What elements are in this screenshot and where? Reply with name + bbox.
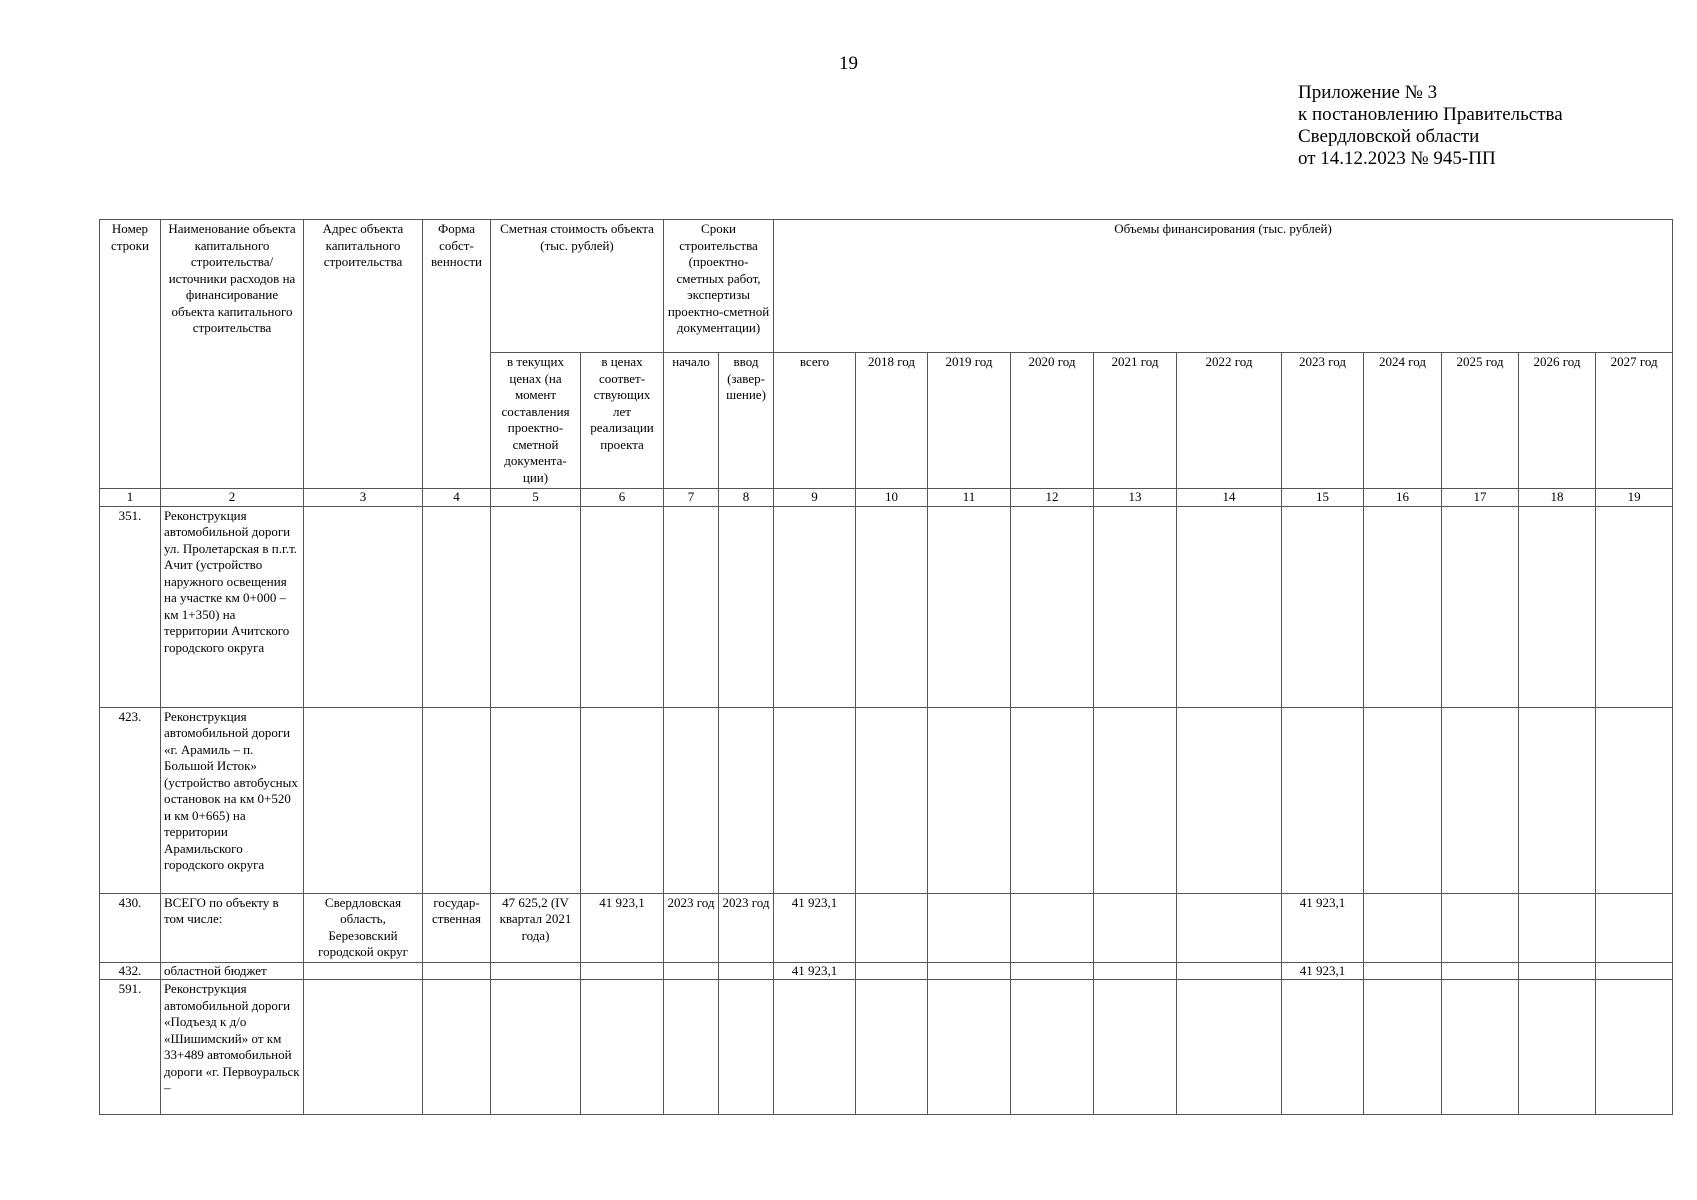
cell (1177, 506, 1282, 707)
cell (928, 893, 1011, 962)
header-financing: Объемы финансирования (тыс. рублей) (774, 220, 1673, 353)
header-address: Адрес объекта капитального строительства (304, 220, 423, 489)
cell (1177, 707, 1282, 893)
column-number: 10 (856, 489, 928, 507)
cell (491, 962, 581, 980)
cell (1177, 980, 1282, 1115)
column-number: 11 (928, 489, 1011, 507)
appendix-header (1298, 82, 1563, 170)
cell (581, 962, 664, 980)
header-current-prices: в текущих ценах (на момент составления проектно-сметной документа-ции) (491, 353, 581, 489)
cell (1282, 707, 1364, 893)
object-name: Реконструкция автомобильной дороги ул. Пролетарская в п.г.т. Ачит (устройство наружного освещения на участке км 0+000 – км 1+350) на территории Ачитского городского округа (161, 506, 304, 707)
header-2027: 2027 год (1596, 353, 1673, 489)
column-number: 9 (774, 489, 856, 507)
cell (581, 707, 664, 893)
cell (423, 707, 491, 893)
column-number: 12 (1011, 489, 1094, 507)
cell (1011, 506, 1094, 707)
cell (1364, 707, 1442, 893)
cell (664, 980, 719, 1115)
appendix-line-4: от 14.12.2023 № 945-ПП (1298, 148, 1496, 169)
column-number: 17 (1442, 489, 1519, 507)
table-row (100, 707, 1673, 893)
cell (1596, 893, 1673, 962)
column-number: 18 (1519, 489, 1596, 507)
cell (856, 506, 928, 707)
cell (581, 506, 664, 707)
cell (423, 980, 491, 1115)
cell (491, 980, 581, 1115)
cell (1094, 506, 1177, 707)
commissioning-cell: 2023 год (719, 893, 774, 962)
cell (304, 980, 423, 1115)
cell (1364, 506, 1442, 707)
cell (1282, 980, 1364, 1115)
cell (304, 506, 423, 707)
column-number: 4 (423, 489, 491, 507)
year-2023-cell: 41 923,1 (1282, 962, 1364, 980)
cell (1094, 980, 1177, 1115)
cell (1596, 980, 1673, 1115)
cell (1364, 893, 1442, 962)
header-construction-terms: Сроки строительства (проектно-сметных работ, экспертизы проектно-сметной документации) (664, 220, 774, 353)
cell (423, 962, 491, 980)
row-number: 423. (100, 707, 161, 893)
start-cell: 2023 год (664, 893, 719, 962)
cell (664, 707, 719, 893)
object-name: Реконструкция автомобильной дороги «г. Арамиль – п. Большой Исток» (устройство автобусных остановок на км 0+520 и км 0+665) на территории Арамильского городского округа (161, 707, 304, 893)
column-number: 7 (664, 489, 719, 507)
appendix-line-3: Свердловской области (1298, 126, 1480, 147)
header-ownership: Форма собст-венности (423, 220, 491, 489)
cell (1011, 893, 1094, 962)
cell (1177, 893, 1282, 962)
current-prices-cell: 47 625,2 (IV квартал 2021 года) (491, 893, 581, 962)
column-number: 2 (161, 489, 304, 507)
header-2023: 2023 год (1282, 353, 1364, 489)
header-2020: 2020 год (1011, 353, 1094, 489)
cell (423, 506, 491, 707)
cell (1442, 506, 1519, 707)
cell (856, 893, 928, 962)
column-number: 14 (1177, 489, 1282, 507)
table-row (100, 980, 1673, 1115)
table-row (100, 506, 1673, 707)
cell (1442, 962, 1519, 980)
cell (1177, 962, 1282, 980)
cell (304, 962, 423, 980)
total-cell: 41 923,1 (774, 893, 856, 962)
column-number: 8 (719, 489, 774, 507)
header-total: всего (774, 353, 856, 489)
header-2018: 2018 год (856, 353, 928, 489)
cell (719, 980, 774, 1115)
cell (856, 707, 928, 893)
cell (1011, 980, 1094, 1115)
row-number: 432. (100, 962, 161, 980)
header-row-number: Номер строки (100, 220, 161, 489)
column-number: 5 (491, 489, 581, 507)
cell (1596, 707, 1673, 893)
header-2026: 2026 год (1519, 353, 1596, 489)
column-number: 16 (1364, 489, 1442, 507)
cell (928, 506, 1011, 707)
cell (928, 707, 1011, 893)
cell (581, 980, 664, 1115)
cell (491, 707, 581, 893)
cell (856, 980, 928, 1115)
cell (304, 707, 423, 893)
cell (1519, 893, 1596, 962)
cell (1364, 980, 1442, 1115)
year-2023-cell: 41 923,1 (1282, 893, 1364, 962)
cell (719, 962, 774, 980)
column-number: 13 (1094, 489, 1177, 507)
column-number-row (100, 489, 1673, 507)
header-2021: 2021 год (1094, 353, 1177, 489)
cell (774, 980, 856, 1115)
header-start: начало (664, 353, 719, 489)
cell (928, 962, 1011, 980)
header-object-name: Наименование объекта капитального строительства/ источники расходов на финансирование объекта капитального строительства (161, 220, 304, 489)
cell (491, 506, 581, 707)
row-number: 430. (100, 893, 161, 962)
header-2024: 2024 год (1364, 353, 1442, 489)
cell (719, 506, 774, 707)
cell (664, 962, 719, 980)
appendix-line-1: Приложение № 3 (1298, 82, 1438, 103)
cell (1094, 962, 1177, 980)
object-name: областной бюджет (161, 962, 304, 980)
cell (1364, 962, 1442, 980)
header-corresponding-prices: в ценах соответ-ствующих лет реализации проекта (581, 353, 664, 489)
ownership-cell: государ-ственная (423, 893, 491, 962)
header-2022: 2022 год (1177, 353, 1282, 489)
cell (664, 506, 719, 707)
cell (1519, 962, 1596, 980)
cell (1442, 707, 1519, 893)
cell (1442, 980, 1519, 1115)
header-commissioning: ввод (завер-шение) (719, 353, 774, 489)
cell (1094, 707, 1177, 893)
cell (1442, 893, 1519, 962)
object-name: Реконструкция автомобильной дороги «Подъезд к д/о «Шишимский» от км 33+489 автомобильной дороги «г. Первоуральск – (161, 980, 304, 1115)
cell (1282, 506, 1364, 707)
column-number: 3 (304, 489, 423, 507)
object-name: ВСЕГО по объекту в том числе: (161, 893, 304, 962)
header-2019: 2019 год (928, 353, 1011, 489)
header-2025: 2025 год (1442, 353, 1519, 489)
column-number: 1 (100, 489, 161, 507)
cell (1011, 962, 1094, 980)
row-number: 351. (100, 506, 161, 707)
address-cell: Свердловская область, Березовский городской округ (304, 893, 423, 962)
cell (774, 707, 856, 893)
cell (1519, 707, 1596, 893)
cell (1596, 506, 1673, 707)
table-row (100, 962, 1673, 980)
cell (719, 707, 774, 893)
cell (1596, 962, 1673, 980)
page-number: 19 (839, 53, 858, 74)
header-estimated-cost: Сметная стоимость объекта (тыс. рублей) (491, 220, 664, 353)
cell (928, 980, 1011, 1115)
appendix-line-2: к постановлению Правительства (1298, 104, 1563, 125)
cell (856, 962, 928, 980)
cell (774, 506, 856, 707)
cell (1094, 893, 1177, 962)
corresponding-prices-cell: 41 923,1 (581, 893, 664, 962)
financing-table (99, 219, 1673, 1115)
table-row (100, 893, 1673, 962)
column-number: 15 (1282, 489, 1364, 507)
row-number: 591. (100, 980, 161, 1115)
total-cell: 41 923,1 (774, 962, 856, 980)
cell (1011, 707, 1094, 893)
column-number: 19 (1596, 489, 1673, 507)
column-number: 6 (581, 489, 664, 507)
cell (1519, 980, 1596, 1115)
cell (1519, 506, 1596, 707)
